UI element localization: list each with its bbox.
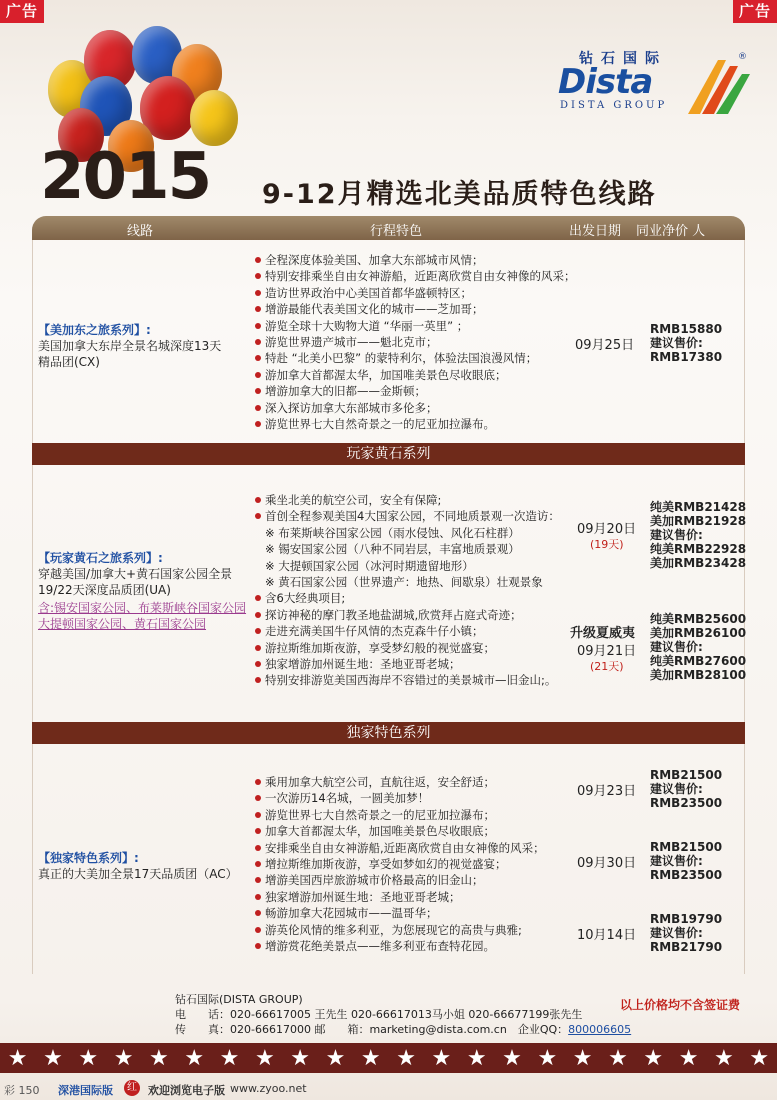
series-desc: 真正的大美加全景17天品质团（AC） xyxy=(38,867,238,881)
price-line: RMB19790 xyxy=(650,912,723,926)
list-item: ※ 黄石国家公园（世界遗产：地热、间歇泉）壮观景象 xyxy=(265,575,543,590)
departure-date: 09月20日 xyxy=(577,522,637,537)
list-item: 游览世界遗产城市——魁北克市； xyxy=(255,334,576,350)
page-number: 彩 150 xyxy=(4,1084,40,1097)
list-item: 全程深度体验美国、加拿大东部城市风情； xyxy=(255,252,576,268)
features-list-east xyxy=(255,252,576,432)
list-item: 独家增游加州诞生地：圣地亚哥老城； xyxy=(255,656,560,672)
phone-numbers: 020-66617005 王先生 020-66617013马小姐 020-66677199张先生 xyxy=(230,1008,583,1021)
star-icon: ★ xyxy=(678,1045,699,1071)
site-url[interactable]: www.zyoo.net xyxy=(230,1082,307,1095)
price-line: 建议售价: xyxy=(650,782,703,796)
star-icon: ★ xyxy=(78,1045,99,1071)
price-line: 美加RMB26100 xyxy=(650,626,747,640)
price-line: 建议售价: xyxy=(650,854,703,868)
list-item: 安排乘坐自由女神游船,近距离欣赏自由女神像的风采； xyxy=(255,840,545,856)
series-title: 【美加东之旅系列】: xyxy=(38,323,151,337)
list-item: 增游美国西岸旅游城市价格最高的旧金山； xyxy=(255,872,545,888)
list-item: 深入探访加拿大东部城市多伦多； xyxy=(255,400,576,416)
star-icon: ★ xyxy=(714,1045,734,1071)
star-icon: ★ xyxy=(43,1045,63,1071)
list-item: 含6大经典项目; xyxy=(255,590,560,606)
series-note: 大提顿国家公园、黄石国家公园 xyxy=(38,617,207,631)
star-icon: ★ xyxy=(290,1045,311,1071)
list-item: 游览世界七大自然奇景之一的尼亚加拉瀑布； xyxy=(255,807,545,823)
list-item: 增拉斯维加斯夜游，享受如梦如幻的视觉盛宴； xyxy=(255,856,545,872)
departure-date: 09月23日 xyxy=(577,784,637,799)
star-icon: ★ xyxy=(113,1045,134,1071)
col-features: 行程特色 xyxy=(370,224,423,239)
list-item: 特赴 “北美小巴黎” 的蒙特利尔，体验法国浪漫风情； xyxy=(255,350,576,366)
price-block xyxy=(650,840,722,882)
list-item: 乘用加拿大航空公司，直航往返，安全舒适； xyxy=(255,774,545,790)
suggest-label: 建议售价: xyxy=(650,336,703,350)
list-item: 游加拿大首都渥太华，加国唯美景色尽收眼底； xyxy=(255,367,576,383)
star-icon: ★ xyxy=(643,1045,664,1071)
series-desc: 穿越美国/加拿大+黄石国家公园全景 xyxy=(38,567,233,581)
series-title: 【玩家黄石之旅系列】: xyxy=(38,551,163,565)
star-icon: ★ xyxy=(7,1045,28,1071)
logo-subtitle: DISTA GROUP xyxy=(560,100,668,111)
dista-logo xyxy=(558,48,758,118)
fax-email: 020-66617000 邮 箱：marketing@dista.com.cn 企业QQ： xyxy=(230,1023,569,1036)
price-block xyxy=(650,612,746,682)
price-line: 建议售价: xyxy=(650,926,703,940)
visa-note: 以上价格均不含签证费 xyxy=(620,998,741,1012)
star-icon: ★ xyxy=(572,1045,593,1071)
suggest-price: RMB17380 xyxy=(650,350,723,364)
price-line: 纯美RMB27600 xyxy=(650,654,747,668)
price-block xyxy=(650,912,722,954)
star-icon: ★ xyxy=(325,1045,346,1071)
table-header xyxy=(32,216,745,240)
trip-days: (21天) xyxy=(590,660,624,673)
departure-date: 09月21日 xyxy=(577,644,637,659)
phone-label: 电 话： xyxy=(175,1008,230,1021)
logo-swoosh-icon xyxy=(678,56,750,116)
list-item: 特别安排乘坐自由女神游船，近距离欣赏自由女神像的风采； xyxy=(255,268,576,284)
star-icon: ★ xyxy=(149,1045,169,1071)
list-item: ※ 锡安国家公园（八种不同岩层，丰富地质景观） xyxy=(265,542,520,557)
price-line: 美加RMB21928 xyxy=(650,514,747,528)
list-item: 增游赏花绝美景点——维多利亚布查特花园。 xyxy=(255,938,545,954)
price-line: 建议售价: xyxy=(650,528,703,542)
star-icon: ★ xyxy=(537,1045,558,1071)
list-item: 游览世界七大自然奇景之一的尼亚加拉瀑布。 xyxy=(255,416,576,432)
price-line: RMB21790 xyxy=(650,940,723,954)
price-line: RMB21500 xyxy=(650,768,723,782)
edition-name: 深港国际版 xyxy=(58,1084,113,1097)
brand-badge-icon: 红 xyxy=(124,1080,140,1096)
logo-chinese-name: 钻石国际 xyxy=(579,51,667,67)
list-item: 游览全球十大购物大道 “华丽一英里” ； xyxy=(255,318,576,334)
price-block xyxy=(650,768,722,810)
balloon-yellow-2 xyxy=(190,90,238,146)
price-line: 纯美RMB22928 xyxy=(650,542,747,556)
list-item: 畅游加拿大花园城市——温哥华； xyxy=(255,905,545,921)
list-item: 造访世界政治中心美国首都华盛顿特区； xyxy=(255,285,576,301)
star-icon: ★ xyxy=(466,1045,487,1071)
section-band-yellowstone: 玩家黄石系列 xyxy=(32,443,745,465)
list-item: 特别安排游览美国西海岸不容错过的美景城市—旧金山;。 xyxy=(255,672,560,688)
series-exclusive xyxy=(38,850,258,882)
list-item: 独家增游加州诞生地：圣地亚哥老城； xyxy=(255,889,545,905)
star-icon: ★ xyxy=(219,1045,240,1071)
series-desc: 精品团(CX) xyxy=(38,355,100,369)
price-line: 美加RMB28100 xyxy=(650,668,747,682)
price-line: RMB21500 xyxy=(650,840,723,854)
welcome-text: 欢迎浏览电子版 xyxy=(148,1084,225,1097)
departure-date: 09月30日 xyxy=(577,856,637,871)
list-item: 增游最能代表美国文化的城市——芝加哥； xyxy=(255,301,576,317)
star-border xyxy=(0,1043,777,1073)
departure-date: 09月25日 xyxy=(575,338,635,353)
fax-label: 传 真： xyxy=(175,1023,230,1036)
list-item: 游英伦风情的维多利亚，为您展现它的高贵与典雅; xyxy=(255,922,545,938)
list-item: 加拿大首都渥太华，加国唯美景色尽收眼底； xyxy=(255,823,545,839)
series-yellowstone xyxy=(38,550,263,632)
bottom-bar xyxy=(0,1078,777,1100)
section-band-exclusive: 独家特色系列 xyxy=(32,722,745,744)
star-icon: ★ xyxy=(184,1045,205,1071)
price-block xyxy=(650,322,722,364)
star-icon: ★ xyxy=(431,1045,452,1071)
list-item: 首创全程参观美国4大国家公园，不同地质景观一次造访： xyxy=(255,508,560,524)
price-line: RMB23500 xyxy=(650,868,723,882)
star-icon: ★ xyxy=(396,1045,416,1071)
series-title: 【独家特色系列】: xyxy=(38,851,139,865)
list-item: ※ 布莱斯峡谷国家公园（雨水侵蚀、风化石柱群） xyxy=(265,525,520,540)
logo-registered-mark: ® xyxy=(738,52,747,62)
price-line: 纯美RMB21428 xyxy=(650,500,747,514)
series-desc: 美国加拿大东岸全景名城深度13天 xyxy=(38,339,222,353)
star-icon: ★ xyxy=(608,1045,628,1071)
features-list-yellowstone xyxy=(255,492,560,689)
page-title: 9-12月精选北美品质特色线路 xyxy=(262,179,657,210)
series-east xyxy=(38,322,258,370)
series-note: 含:锡安国家公园、布莱斯峡谷国家公园 xyxy=(38,601,247,615)
ad-label-right: 广告 xyxy=(733,0,777,23)
list-item: 游拉斯维加斯夜游，享受梦幻般的视觉盛宴； xyxy=(255,640,560,656)
price-block xyxy=(650,500,746,570)
price-line: RMB23500 xyxy=(650,796,723,810)
star-icon: ★ xyxy=(749,1045,770,1071)
star-icon: ★ xyxy=(502,1045,522,1071)
net-price: RMB15880 xyxy=(650,322,723,336)
upgrade-label: 升级夏威夷 xyxy=(570,626,636,641)
price-line: 美加RMB23428 xyxy=(650,556,747,570)
list-item: 增游加拿大的旧都——金斯顿； xyxy=(255,383,576,399)
features-list-exclusive xyxy=(255,774,545,954)
star-icon: ★ xyxy=(360,1045,381,1071)
series-desc: 19/22天深度品质团(UA) xyxy=(38,583,171,597)
list-item: 探访神秘的摩门教圣地盐湖城,欣赏拜占庭式奇迹； xyxy=(255,607,560,623)
list-item: 乘坐北美的航空公司，安全有保障; xyxy=(255,492,560,508)
fax-row xyxy=(175,1022,631,1037)
year-title: 2015 xyxy=(40,140,211,214)
list-item: ※ 大提顿国家公园（冰河时期遗留地形） xyxy=(265,558,474,573)
col-date: 出发日期 xyxy=(569,224,622,239)
departure-date: 10月14日 xyxy=(577,928,637,943)
contact-info xyxy=(175,992,631,1037)
col-route: 线路 xyxy=(127,224,154,239)
company-name: 钻石国际(DISTA GROUP) xyxy=(175,993,303,1006)
logo-wordmark: Dista xyxy=(558,62,653,102)
col-price: 同业净价 人 xyxy=(636,224,706,239)
list-item: 一次游历14名城，一圆美加梦！ xyxy=(255,790,545,806)
phone-row xyxy=(175,1007,631,1022)
trip-days: (19天) xyxy=(590,538,624,551)
star-icon: ★ xyxy=(254,1045,275,1071)
list-item: 走进充满美国牛仔风情的杰克森牛仔小镇； xyxy=(255,623,560,639)
qq-link[interactable]: 800006605 xyxy=(568,1023,632,1036)
ad-label-left: 广告 xyxy=(0,0,44,23)
price-line: 建议售价: xyxy=(650,640,703,654)
price-line: 纯美RMB25600 xyxy=(650,612,747,626)
